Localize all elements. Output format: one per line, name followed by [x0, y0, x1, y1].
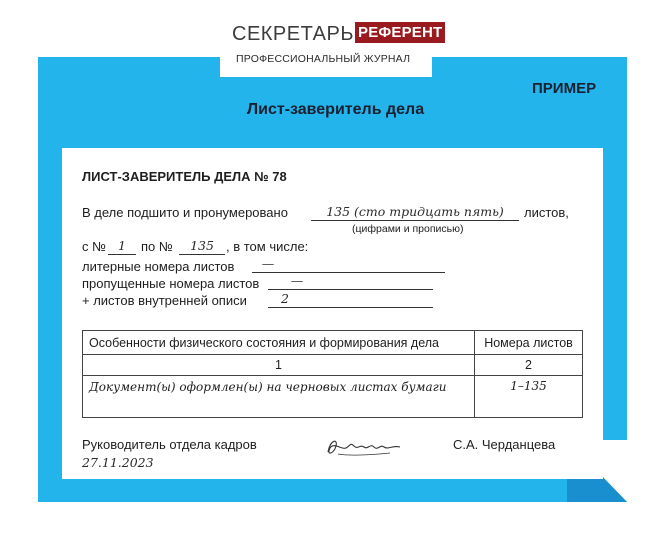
table-header-row: [83, 331, 583, 355]
inner-underline: [268, 307, 433, 308]
table-number-cell: 2: [475, 355, 583, 376]
footer-date: 27.11.2023: [82, 455, 154, 470]
signature-icon: [320, 432, 408, 462]
table-number-cell: 1: [83, 355, 475, 376]
line1-note: (цифрами и прописью): [352, 223, 464, 235]
line2-suffix: , в том числе:: [226, 239, 309, 254]
line2-mid: по №: [141, 239, 173, 254]
line1-prefix: В деле подшито и пронумеровано: [82, 205, 288, 220]
table-cell-sheets: 1–135: [475, 376, 583, 418]
missing-value: —: [290, 273, 304, 288]
line1-suffix: листов,: [524, 205, 569, 220]
footer-position: Руководитель отдела кадров: [82, 437, 257, 452]
card-title: ЛИСТ-ЗАВЕРИТЕЛЬ ДЕЛА № 78: [82, 169, 287, 184]
condition-table: [82, 330, 583, 418]
inner-value: 2: [281, 291, 289, 306]
missing-label: пропущенные номера листов: [82, 276, 260, 291]
document-card: [62, 148, 603, 479]
inner-label: + листов внутренней описи: [82, 293, 247, 308]
table-number-row: [83, 355, 583, 376]
line2-from: 1: [118, 238, 126, 253]
table-header-cell: Номера листов: [475, 331, 583, 355]
footer-name: С.А. Черданцева: [453, 437, 556, 452]
table-header-cell: Особенности физического состояния и формирования дела: [83, 331, 475, 355]
line1-underline: [311, 220, 519, 221]
lettered-underline: [252, 272, 445, 273]
brand-name-right: РЕФЕРЕНТ: [355, 22, 445, 43]
lettered-value: —: [261, 256, 275, 271]
line2-to-underline: [179, 254, 225, 255]
table-cell-description: Документ(ы) оформлен(ы) на черновых листах бумаги: [83, 376, 475, 418]
line2-to: 135: [190, 238, 214, 253]
missing-underline: [268, 289, 433, 290]
table-row: [83, 376, 583, 418]
brand-logo: [232, 22, 445, 46]
brand-plate: [220, 17, 443, 77]
brand-name-left: СЕКРЕТАРЬ: [232, 23, 354, 45]
page-title: Лист-заверитель дела: [246, 101, 425, 118]
sample-label: ПРИМЕР: [532, 80, 597, 97]
line2-prefix: с №: [82, 239, 107, 254]
brand-subtitle: ПРОФЕССИОНАЛЬНЫЙ ЖУРНАЛ: [236, 53, 411, 65]
line2-from-underline: [108, 254, 136, 255]
lettered-label: литерные номера листов: [82, 259, 235, 274]
line1-value: 135 (сто тридцать пять): [326, 204, 504, 219]
